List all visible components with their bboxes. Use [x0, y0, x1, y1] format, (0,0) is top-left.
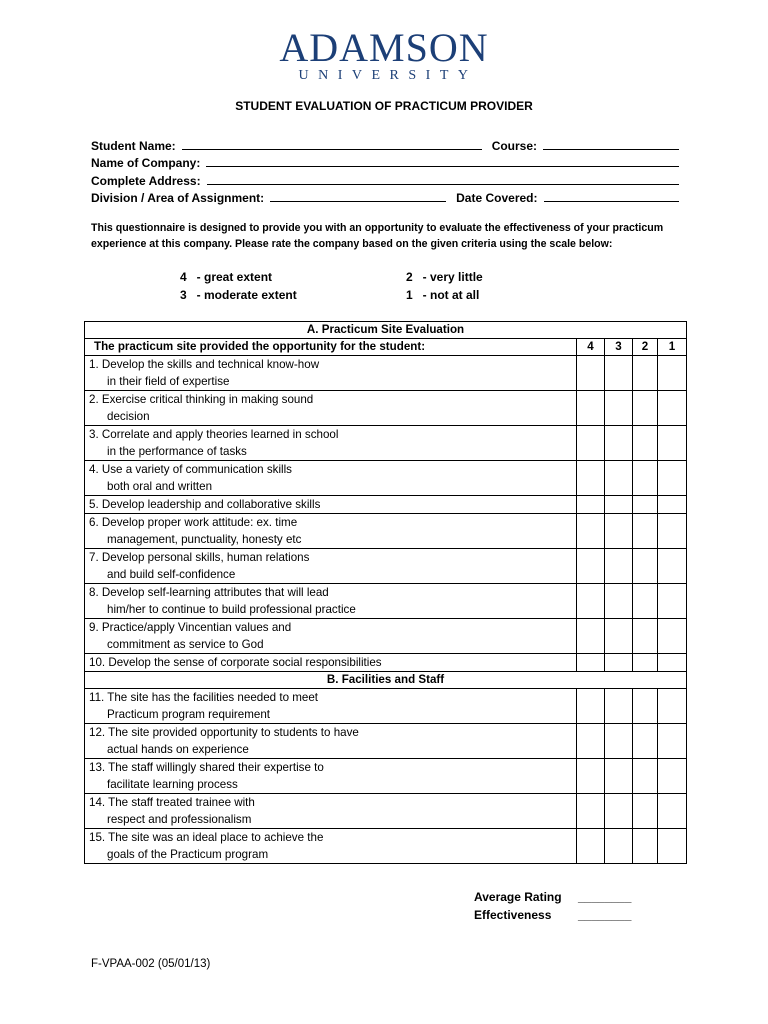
effectiveness-field[interactable]: ________: [578, 908, 632, 922]
rating-cell-4[interactable]: [577, 426, 605, 461]
rating-cell-3[interactable]: [605, 426, 633, 461]
course-field[interactable]: [543, 138, 679, 150]
scale-4: 4 - great extent: [180, 270, 273, 284]
col-header-2: 2: [633, 339, 658, 356]
rating-cell-3[interactable]: [605, 689, 633, 724]
criterion-line-continued: Practicum program requirement: [107, 708, 271, 721]
date-covered-field[interactable]: [544, 190, 680, 202]
criterion-text: [85, 356, 577, 391]
criterion-text: [85, 794, 577, 829]
effectiveness-row: [474, 906, 631, 924]
rating-cell-4[interactable]: [577, 356, 605, 391]
criterion-line: 13. The staff willingly shared their expertise to: [89, 761, 324, 774]
criterion-text: [85, 496, 577, 514]
rating-cell-1[interactable]: [658, 724, 687, 759]
rating-cell-1[interactable]: [658, 391, 687, 426]
criterion-line: 10. Develop the sense of corporate social responsibilities: [89, 656, 382, 669]
company-row: [91, 153, 679, 171]
rating-cell-2[interactable]: [633, 654, 658, 672]
criterion-text: [85, 426, 577, 461]
rating-cell-4[interactable]: [577, 689, 605, 724]
criterion-line-continued: both oral and written: [107, 480, 213, 493]
table-row: [85, 496, 687, 514]
rating-cell-2[interactable]: [633, 724, 658, 759]
rating-cell-1[interactable]: [658, 829, 687, 864]
criterion-line-continued: and build self-confidence: [107, 568, 236, 581]
criterion-line-continued: in the performance of tasks: [107, 445, 247, 458]
rating-cell-4[interactable]: [577, 794, 605, 829]
rating-cell-2[interactable]: [633, 461, 658, 496]
col-header-4: 4: [577, 339, 605, 356]
rating-cell-3[interactable]: [605, 794, 633, 829]
rating-cell-2[interactable]: [633, 689, 658, 724]
rating-cell-4[interactable]: [577, 619, 605, 654]
scale-1: 1 - not at all: [406, 288, 480, 302]
evaluation-table: [84, 321, 687, 864]
col-header-3: 3: [605, 339, 633, 356]
criterion-line-continued: decision: [107, 410, 150, 423]
company-field[interactable]: [206, 155, 679, 167]
division-row: [91, 188, 679, 206]
table-row: [85, 549, 687, 584]
criterion-line: 11. The site has the facilities needed to meet: [89, 691, 319, 704]
criterion-line: 15. The site was an ideal place to achieve the: [89, 831, 324, 844]
criterion-text: [85, 724, 577, 759]
rating-cell-3[interactable]: [605, 759, 633, 794]
rating-cell-2[interactable]: [633, 759, 658, 794]
table-row: [85, 584, 687, 619]
division-field[interactable]: [270, 190, 446, 202]
criterion-text: [85, 829, 577, 864]
section-b-row: [85, 672, 687, 689]
rating-cell-3[interactable]: [605, 654, 633, 672]
table-row: [85, 461, 687, 496]
header-prompt: The practicum site provided the opportunity for the student:: [85, 339, 577, 356]
table-row: [85, 426, 687, 461]
section-a-title: A. Practicum Site Evaluation: [85, 322, 687, 339]
rating-cell-1[interactable]: [658, 619, 687, 654]
table-row: [85, 759, 687, 794]
criterion-text: [85, 619, 577, 654]
table-header-row: [85, 339, 687, 356]
rating-cell-2[interactable]: [633, 549, 658, 584]
rating-cell-2[interactable]: [633, 829, 658, 864]
rating-cell-1[interactable]: [658, 584, 687, 619]
totals-block: [474, 888, 631, 924]
rating-cell-1[interactable]: [658, 549, 687, 584]
division-label: Division / Area of Assignment:: [91, 191, 265, 205]
criterion-line: 2. Exercise critical thinking in making sound: [89, 393, 314, 406]
rating-cell-1[interactable]: [658, 496, 687, 514]
criterion-text: [85, 689, 577, 724]
company-label: Name of Company:: [91, 156, 201, 170]
rating-cell-1[interactable]: [658, 461, 687, 496]
rating-cell-1[interactable]: [658, 794, 687, 829]
table-row: [85, 391, 687, 426]
rating-cell-3[interactable]: [605, 496, 633, 514]
student-info-fields: [91, 135, 679, 205]
average-rating-row: [474, 888, 631, 906]
col-header-1: 1: [658, 339, 687, 356]
rating-cell-4[interactable]: [577, 496, 605, 514]
criterion-line-continued: commitment as service to God: [107, 638, 264, 651]
rating-cell-2[interactable]: [633, 514, 658, 549]
scale-2: 2 - very little: [406, 270, 483, 284]
rating-cell-1[interactable]: [658, 356, 687, 391]
student-name-label: Student Name:: [91, 138, 176, 153]
criterion-line-continued: respect and professionalism: [107, 813, 252, 826]
criterion-text: [85, 654, 577, 672]
student-name-field[interactable]: [182, 138, 482, 150]
logo-wordmark: ADAMSON: [279, 25, 489, 70]
table-row: [85, 724, 687, 759]
rating-cell-3[interactable]: [605, 619, 633, 654]
criterion-line-continued: goals of the Practicum program: [107, 848, 269, 861]
rating-cell-2[interactable]: [633, 619, 658, 654]
rating-cell-4[interactable]: [577, 654, 605, 672]
section-a-row: [85, 322, 687, 339]
criterion-line: 1. Develop the skills and technical know-how: [89, 358, 320, 371]
logo-subtitle: UNIVERSITY: [298, 68, 478, 83]
rating-cell-2[interactable]: [633, 426, 658, 461]
university-logo: [0, 25, 768, 84]
date-covered-label: Date Covered:: [456, 191, 538, 205]
criterion-line: 4. Use a variety of communication skills: [89, 463, 292, 476]
table-row: [85, 514, 687, 549]
rating-cell-3[interactable]: [605, 724, 633, 759]
rating-cell-3[interactable]: [605, 829, 633, 864]
criterion-line: 12. The site provided opportunity to students to have: [89, 726, 359, 739]
scale-3: 3 - moderate extent: [180, 288, 297, 302]
criterion-text: [85, 549, 577, 584]
section-b-title: B. Facilities and Staff: [85, 672, 687, 689]
criterion-text: [85, 461, 577, 496]
course-label: Course:: [491, 138, 538, 153]
rating-cell-1[interactable]: [658, 759, 687, 794]
rating-cell-4[interactable]: [577, 391, 605, 426]
rating-cell-2[interactable]: [633, 584, 658, 619]
rating-cell-2[interactable]: [633, 496, 658, 514]
table-row: [85, 689, 687, 724]
criterion-line: 7. Develop personal skills, human relations: [89, 551, 310, 564]
rating-cell-2[interactable]: [633, 794, 658, 829]
address-label: Complete Address:: [91, 173, 201, 188]
criterion-line: 6. Develop proper work attitude: ex. time: [89, 516, 298, 529]
criterion-line-continued: management, punctuality, honesty etc: [107, 533, 302, 546]
rating-cell-3[interactable]: [605, 584, 633, 619]
criterion-line: 9. Practice/apply Vincentian values and: [89, 621, 292, 634]
form-code: F-VPAA-002 (05/01/13): [91, 958, 211, 970]
rating-cell-3[interactable]: [605, 514, 633, 549]
rating-cell-4[interactable]: [577, 461, 605, 496]
rating-cell-4[interactable]: [577, 584, 605, 619]
address-field[interactable]: [207, 173, 679, 185]
rating-cell-1[interactable]: [658, 654, 687, 672]
criterion-text: [85, 759, 577, 794]
rating-cell-3[interactable]: [605, 549, 633, 584]
criterion-line: 14. The staff treated trainee with: [89, 796, 255, 809]
criterion-line-continued: him/her to continue to build professional practice: [107, 603, 356, 616]
rating-cell-4[interactable]: [577, 829, 605, 864]
evaluation-table-body: [85, 322, 687, 864]
criterion-text: [85, 391, 577, 426]
rating-cell-3[interactable]: [605, 356, 633, 391]
document-title: STUDENT EVALUATION OF PRACTICUM PROVIDER: [235, 99, 533, 113]
rating-cell-4[interactable]: [577, 549, 605, 584]
criterion-text: [85, 514, 577, 549]
average-rating-label: Average Rating: [474, 890, 562, 904]
table-row: [85, 356, 687, 391]
average-rating-field[interactable]: ________: [578, 890, 632, 904]
rating-cell-4[interactable]: [577, 514, 605, 549]
criterion-line-continued: actual hands on experience: [107, 743, 249, 756]
rating-scale-right: [406, 268, 483, 304]
address-row: [91, 170, 679, 188]
rating-cell-1[interactable]: [658, 514, 687, 549]
rating-cell-3[interactable]: [605, 391, 633, 426]
criterion-text: [85, 584, 577, 619]
effectiveness-label: Effectiveness: [474, 908, 552, 922]
table-row: [85, 619, 687, 654]
table-row: [85, 829, 687, 864]
rating-cell-4[interactable]: [577, 724, 605, 759]
student-name-row: [91, 135, 679, 153]
rating-cell-3[interactable]: [605, 461, 633, 496]
rating-cell-2[interactable]: [633, 356, 658, 391]
rating-cell-2[interactable]: [633, 391, 658, 426]
criterion-line: 5. Develop leadership and collaborative skills: [89, 498, 321, 511]
rating-cell-1[interactable]: [658, 426, 687, 461]
rating-cell-4[interactable]: [577, 759, 605, 794]
criterion-line-continued: in their field of expertise: [107, 375, 230, 388]
table-row: [85, 654, 687, 672]
intro-paragraph: This questionnaire is designed to provide you with an opportunity to evaluate the effectiveness of your practicum experience at this company. Please rate the company based on the given criteria using the scale below:: [91, 222, 664, 250]
rating-cell-1[interactable]: [658, 689, 687, 724]
criterion-line-continued: facilitate learning process: [107, 778, 238, 791]
rating-scale-left: [180, 268, 297, 304]
criterion-line: 8. Develop self-learning attributes that will lead: [89, 586, 329, 599]
table-row: [85, 794, 687, 829]
criterion-line: 3. Correlate and apply theories learned in school: [89, 428, 339, 441]
